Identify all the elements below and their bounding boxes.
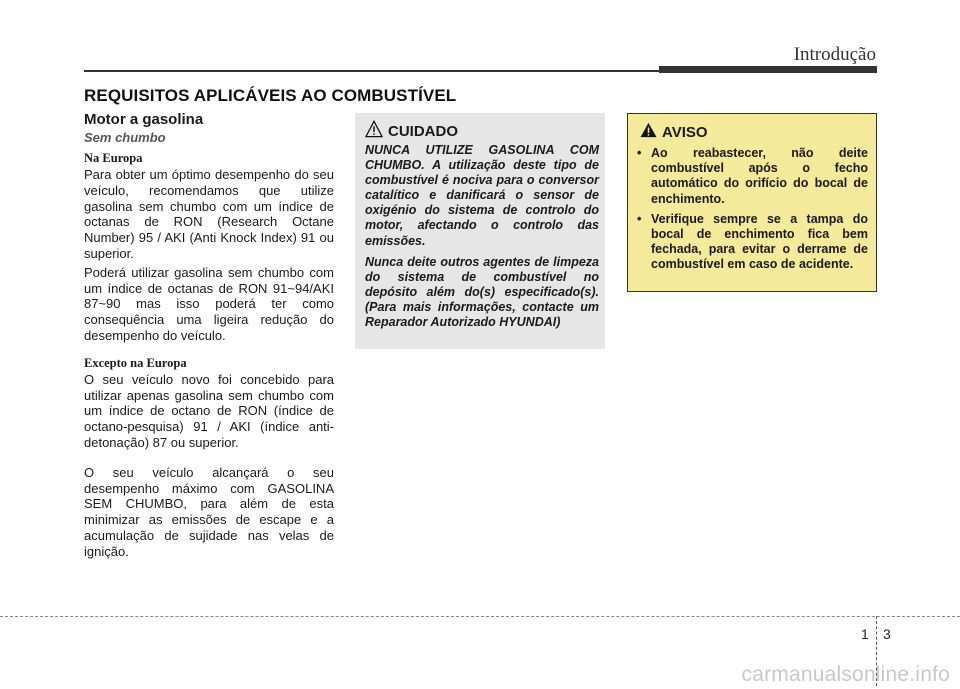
caution-box bbox=[355, 113, 605, 349]
footer-divider bbox=[0, 616, 960, 617]
header-rule bbox=[84, 70, 659, 72]
unleaded-subheading: Sem chumbo bbox=[84, 130, 166, 145]
caution-paragraph-2: Nunca deite outros agentes de limpeza do sistema de combustível no depósito além do(s) especificado(s). (Para mais informações, contacte um Reparador Autorizado HYUNDAI) bbox=[365, 254, 599, 330]
section-title: REQUISITOS APLICÁVEIS AO COMBUSTÍVEL bbox=[84, 86, 457, 105]
fuel-requirements-text bbox=[84, 111, 334, 563]
europe-paragraph-1: Para obter um óptimo desempenho do seu veículo, recomendamos que utilize gasolina sem chumbo com um índice de octanas de RON (Research Octane Number) 95 / AKI (Anti Knock Index) 91 ou superior. bbox=[84, 167, 334, 261]
warning-outline-icon bbox=[365, 120, 388, 143]
outside-europe-paragraph-2: O seu veículo alcançará o seu desempenho máximo com GASOLINA SEM CHUMBO, para além de esta minimizar as emissões de escape e a acumulação de sujidade nas velas de ignição. bbox=[84, 464, 334, 559]
caution-paragraph-1: NUNCA UTILIZE GASOLINA COM CHUMBO. A utilização deste tipo de combustível é nociva para o conversor catalítico e danificará o sensor de oxigénio do sistema de controlo do motor, afectando o controlo das emissões. bbox=[365, 143, 599, 248]
engine-heading: Motor a gasolina bbox=[84, 111, 204, 128]
warning-box bbox=[627, 113, 877, 292]
header-rule-thick bbox=[659, 66, 877, 73]
caution-title: CUIDADO bbox=[388, 122, 458, 140]
page-number: 3 bbox=[883, 626, 891, 642]
europe-paragraph-2: Poderá utilizar gasolina sem chumbo com um índice de octanas de RON 91~94/AKI 87~90 mas isso poderá ter como consequência uma ligeira redução do desempenho do veículo. bbox=[84, 264, 334, 343]
warning-item: • Ao reabastecer, não deite combustível após o fecho automático do orifício do bocal de enchimento. bbox=[637, 146, 868, 207]
warning-filled-icon bbox=[637, 122, 662, 143]
outside-europe-paragraph-1: O seu veículo novo foi concebido para utilizar apenas gasolina sem chumbo com um índice de octano de RON (índice de octano-pesquisa) 91 / AKI (índice anti-detonação) 87 ou superior. bbox=[84, 371, 334, 450]
caution-header bbox=[365, 120, 599, 142]
warning-header bbox=[637, 121, 868, 143]
watermark: carmanualsonline.info bbox=[741, 663, 950, 686]
chapter-title: Introdução bbox=[793, 44, 876, 65]
outside-europe-label: Excepto na Europa bbox=[84, 355, 187, 370]
chapter-number: 1 bbox=[861, 626, 869, 642]
europe-label: Na Europa bbox=[84, 151, 143, 165]
warning-item: • Verifique sempre se a tampa do bocal de enchimento fica bem fechada, para evitar o derrame de combustível em caso de acidente. bbox=[637, 212, 868, 273]
warning-title: AVISO bbox=[662, 123, 708, 141]
warning-list bbox=[637, 146, 868, 273]
